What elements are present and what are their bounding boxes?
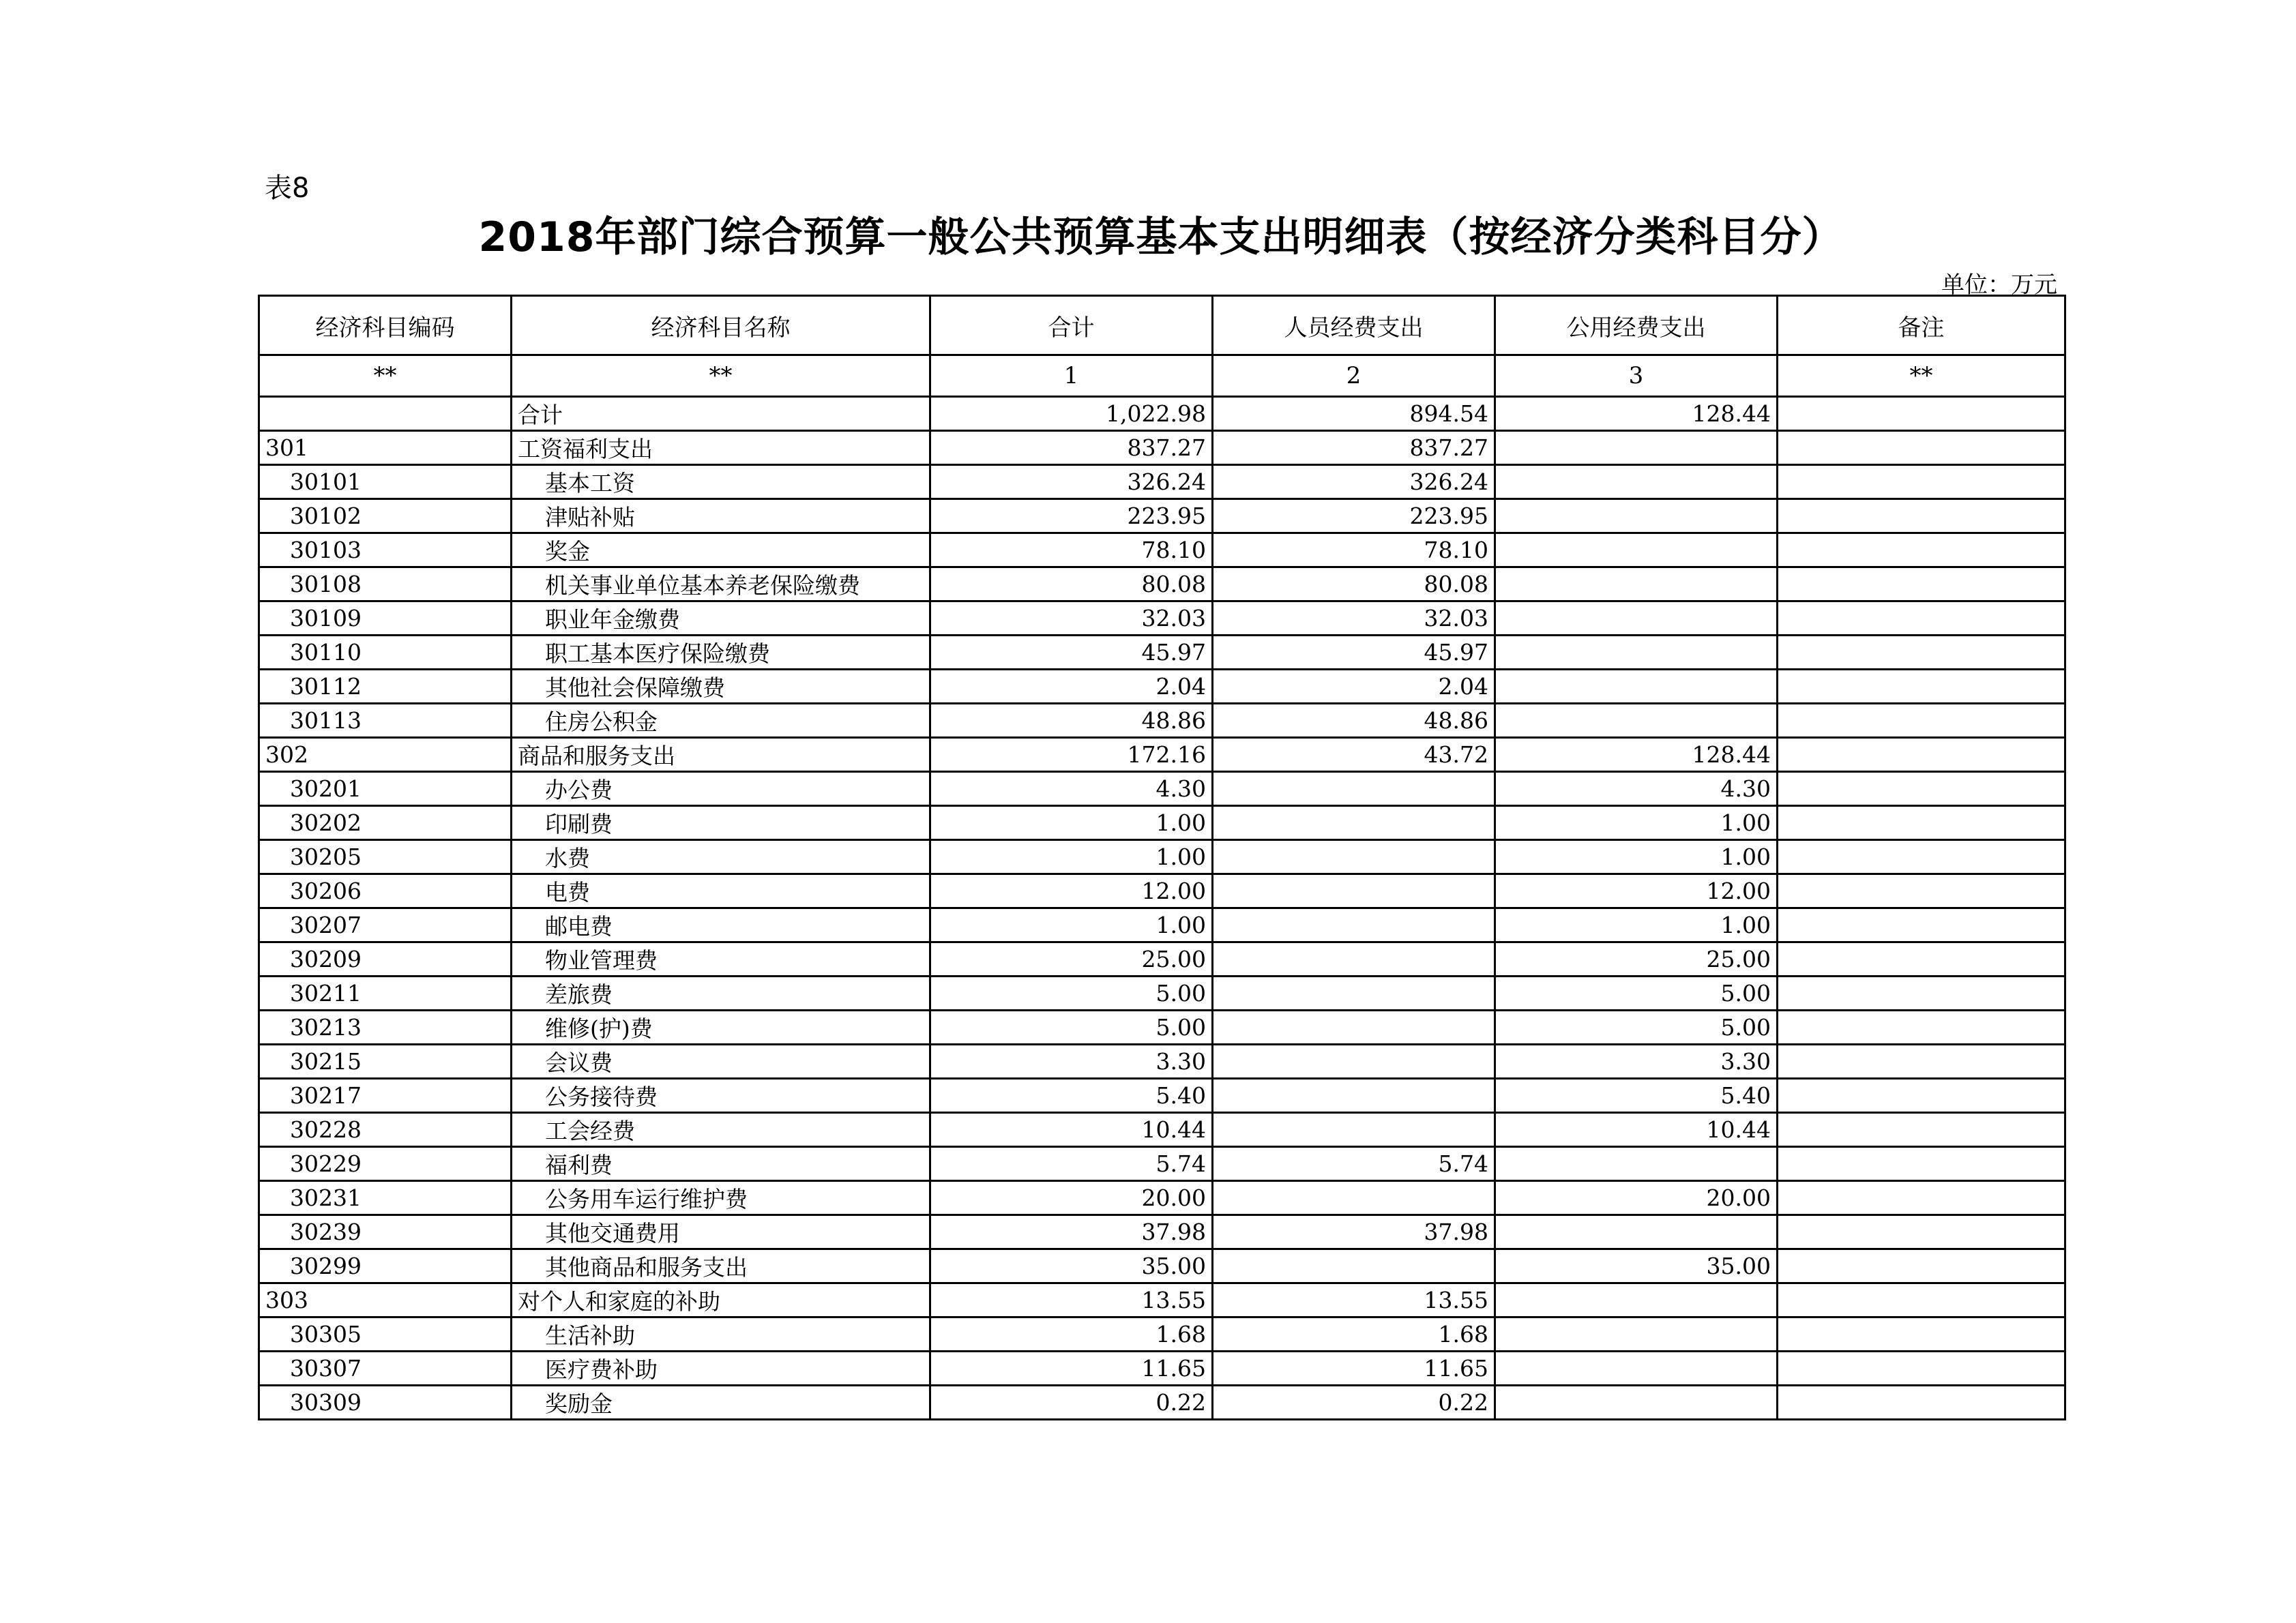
row-personnel bbox=[1213, 908, 1495, 942]
table-row bbox=[259, 806, 2065, 840]
row-personnel: 326.24 bbox=[1213, 465, 1495, 499]
row-note bbox=[1778, 1079, 2065, 1113]
row-note bbox=[1778, 397, 2065, 431]
header-name: 经济科目名称 bbox=[512, 296, 930, 355]
table-row bbox=[259, 977, 2065, 1011]
row-note bbox=[1778, 1283, 2065, 1317]
table-row bbox=[259, 465, 2065, 499]
row-total: 223.95 bbox=[930, 499, 1213, 533]
row-public bbox=[1495, 1283, 1778, 1317]
row-total: 48.86 bbox=[930, 704, 1213, 738]
index-name: ** bbox=[512, 355, 930, 397]
table-row bbox=[259, 704, 2065, 738]
row-note bbox=[1778, 874, 2065, 908]
table-row bbox=[259, 567, 2065, 601]
row-public: 3.30 bbox=[1495, 1045, 1778, 1079]
row-note bbox=[1778, 1011, 2065, 1045]
header-personnel: 人员经费支出 bbox=[1213, 296, 1495, 355]
row-total: 5.00 bbox=[930, 1011, 1213, 1045]
row-public: 128.44 bbox=[1495, 397, 1778, 431]
row-note bbox=[1778, 1386, 2065, 1420]
table-row bbox=[259, 738, 2065, 772]
row-personnel bbox=[1213, 977, 1495, 1011]
table-row bbox=[259, 670, 2065, 704]
row-personnel bbox=[1213, 840, 1495, 874]
row-code: 303 bbox=[259, 1283, 512, 1317]
table-row bbox=[259, 1045, 2065, 1079]
row-code bbox=[259, 397, 512, 431]
table-row bbox=[259, 942, 2065, 977]
row-personnel bbox=[1213, 772, 1495, 806]
row-personnel: 32.03 bbox=[1213, 601, 1495, 636]
row-public: 1.00 bbox=[1495, 840, 1778, 874]
table-row bbox=[259, 1215, 2065, 1249]
row-personnel bbox=[1213, 1113, 1495, 1147]
row-total: 32.03 bbox=[930, 601, 1213, 636]
table-row bbox=[259, 499, 2065, 533]
row-note bbox=[1778, 1317, 2065, 1352]
table-row bbox=[259, 1079, 2065, 1113]
row-total: 80.08 bbox=[930, 567, 1213, 601]
row-personnel: 0.22 bbox=[1213, 1386, 1495, 1420]
row-code: 30217 bbox=[259, 1079, 512, 1113]
row-public bbox=[1495, 1386, 1778, 1420]
index-note: ** bbox=[1778, 355, 2065, 397]
row-name: 电费 bbox=[512, 874, 930, 908]
row-public bbox=[1495, 670, 1778, 704]
header-total: 合计 bbox=[930, 296, 1213, 355]
table-row bbox=[259, 601, 2065, 636]
row-public bbox=[1495, 1317, 1778, 1352]
row-name: 公务用车运行维护费 bbox=[512, 1181, 930, 1215]
row-code: 30102 bbox=[259, 499, 512, 533]
row-note bbox=[1778, 533, 2065, 567]
row-note bbox=[1778, 977, 2065, 1011]
row-personnel: 1.68 bbox=[1213, 1317, 1495, 1352]
row-code: 30109 bbox=[259, 601, 512, 636]
table-row bbox=[259, 1283, 2065, 1317]
row-name: 福利费 bbox=[512, 1147, 930, 1181]
row-name: 办公费 bbox=[512, 772, 930, 806]
row-note bbox=[1778, 1147, 2065, 1181]
table-row bbox=[259, 908, 2065, 942]
row-note bbox=[1778, 567, 2065, 601]
row-code: 30207 bbox=[259, 908, 512, 942]
header-public: 公用经费支出 bbox=[1495, 296, 1778, 355]
row-note bbox=[1778, 1113, 2065, 1147]
row-total: 2.04 bbox=[930, 670, 1213, 704]
index-total: 1 bbox=[930, 355, 1213, 397]
row-code: 30112 bbox=[259, 670, 512, 704]
row-code: 30209 bbox=[259, 942, 512, 977]
row-public: 1.00 bbox=[1495, 806, 1778, 840]
row-personnel: 837.27 bbox=[1213, 431, 1495, 465]
row-total: 1.00 bbox=[930, 840, 1213, 874]
table-row bbox=[259, 1352, 2065, 1386]
table-row bbox=[259, 1147, 2065, 1181]
table-row bbox=[259, 1386, 2065, 1420]
row-total: 1.00 bbox=[930, 908, 1213, 942]
row-note bbox=[1778, 942, 2065, 977]
table-row bbox=[259, 840, 2065, 874]
row-total: 78.10 bbox=[930, 533, 1213, 567]
table-body bbox=[259, 397, 2065, 1420]
row-note bbox=[1778, 1045, 2065, 1079]
row-public bbox=[1495, 636, 1778, 670]
row-name: 职业年金缴费 bbox=[512, 601, 930, 636]
row-public bbox=[1495, 601, 1778, 636]
table-row bbox=[259, 1011, 2065, 1045]
row-name: 津贴补贴 bbox=[512, 499, 930, 533]
row-note bbox=[1778, 840, 2065, 874]
row-public bbox=[1495, 533, 1778, 567]
row-name: 生活补助 bbox=[512, 1317, 930, 1352]
row-name: 其他社会保障缴费 bbox=[512, 670, 930, 704]
table-row bbox=[259, 1317, 2065, 1352]
row-name: 印刷费 bbox=[512, 806, 930, 840]
unit-label: 单位：万元 bbox=[1941, 271, 2057, 299]
row-name: 机关事业单位基本养老保险缴费 bbox=[512, 567, 930, 601]
row-personnel: 48.86 bbox=[1213, 704, 1495, 738]
row-note bbox=[1778, 1181, 2065, 1215]
row-personnel bbox=[1213, 806, 1495, 840]
row-name: 合计 bbox=[512, 397, 930, 431]
row-public bbox=[1495, 1352, 1778, 1386]
budget-table bbox=[258, 295, 2066, 1420]
row-code: 30108 bbox=[259, 567, 512, 601]
row-public: 25.00 bbox=[1495, 942, 1778, 977]
row-code: 30228 bbox=[259, 1113, 512, 1147]
row-public: 20.00 bbox=[1495, 1181, 1778, 1215]
row-personnel: 11.65 bbox=[1213, 1352, 1495, 1386]
row-personnel: 78.10 bbox=[1213, 533, 1495, 567]
row-total: 12.00 bbox=[930, 874, 1213, 908]
table-index-row bbox=[259, 355, 2065, 397]
row-code: 301 bbox=[259, 431, 512, 465]
row-code: 30305 bbox=[259, 1317, 512, 1352]
row-total: 1,022.98 bbox=[930, 397, 1213, 431]
row-public: 35.00 bbox=[1495, 1249, 1778, 1283]
row-code: 30213 bbox=[259, 1011, 512, 1045]
row-total: 37.98 bbox=[930, 1215, 1213, 1249]
header-note: 备注 bbox=[1778, 296, 2065, 355]
row-note bbox=[1778, 704, 2065, 738]
table-row bbox=[259, 431, 2065, 465]
row-total: 5.40 bbox=[930, 1079, 1213, 1113]
row-note bbox=[1778, 806, 2065, 840]
index-public: 3 bbox=[1495, 355, 1778, 397]
row-name: 基本工资 bbox=[512, 465, 930, 499]
row-total: 20.00 bbox=[930, 1181, 1213, 1215]
row-total: 837.27 bbox=[930, 431, 1213, 465]
row-name: 水费 bbox=[512, 840, 930, 874]
row-code: 30229 bbox=[259, 1147, 512, 1181]
row-name: 其他商品和服务支出 bbox=[512, 1249, 930, 1283]
document-title: 2018年部门综合预算一般公共预算基本支出明细表（按经济分类科目分） bbox=[478, 213, 1844, 261]
row-code: 30103 bbox=[259, 533, 512, 567]
row-note bbox=[1778, 738, 2065, 772]
row-code: 30201 bbox=[259, 772, 512, 806]
row-name: 职工基本医疗保险缴费 bbox=[512, 636, 930, 670]
row-public bbox=[1495, 499, 1778, 533]
row-name: 工会经费 bbox=[512, 1113, 930, 1147]
row-total: 172.16 bbox=[930, 738, 1213, 772]
row-total: 1.00 bbox=[930, 806, 1213, 840]
row-personnel: 45.97 bbox=[1213, 636, 1495, 670]
row-name: 物业管理费 bbox=[512, 942, 930, 977]
row-personnel: 2.04 bbox=[1213, 670, 1495, 704]
row-code: 30113 bbox=[259, 704, 512, 738]
row-name: 维修(护)费 bbox=[512, 1011, 930, 1045]
row-total: 0.22 bbox=[930, 1386, 1213, 1420]
row-public bbox=[1495, 465, 1778, 499]
row-personnel bbox=[1213, 1045, 1495, 1079]
row-total: 326.24 bbox=[930, 465, 1213, 499]
row-code: 30231 bbox=[259, 1181, 512, 1215]
row-name: 奖金 bbox=[512, 533, 930, 567]
row-code: 30110 bbox=[259, 636, 512, 670]
row-name: 会议费 bbox=[512, 1045, 930, 1079]
row-personnel: 894.54 bbox=[1213, 397, 1495, 431]
row-total: 13.55 bbox=[930, 1283, 1213, 1317]
row-total: 11.65 bbox=[930, 1352, 1213, 1386]
row-name: 住房公积金 bbox=[512, 704, 930, 738]
row-personnel bbox=[1213, 874, 1495, 908]
row-code: 30206 bbox=[259, 874, 512, 908]
row-name: 奖励金 bbox=[512, 1386, 930, 1420]
row-note bbox=[1778, 1215, 2065, 1249]
row-code: 30205 bbox=[259, 840, 512, 874]
row-personnel bbox=[1213, 942, 1495, 977]
row-code: 30215 bbox=[259, 1045, 512, 1079]
row-total: 45.97 bbox=[930, 636, 1213, 670]
row-public: 5.40 bbox=[1495, 1079, 1778, 1113]
table-row bbox=[259, 636, 2065, 670]
row-code: 30309 bbox=[259, 1386, 512, 1420]
row-code: 30101 bbox=[259, 465, 512, 499]
row-name: 差旅费 bbox=[512, 977, 930, 1011]
table-row bbox=[259, 772, 2065, 806]
row-name: 其他交通费用 bbox=[512, 1215, 930, 1249]
header-code: 经济科目编码 bbox=[259, 296, 512, 355]
row-name: 对个人和家庭的补助 bbox=[512, 1283, 930, 1317]
row-personnel: 223.95 bbox=[1213, 499, 1495, 533]
row-public: 12.00 bbox=[1495, 874, 1778, 908]
row-public: 128.44 bbox=[1495, 738, 1778, 772]
row-note bbox=[1778, 670, 2065, 704]
row-personnel bbox=[1213, 1249, 1495, 1283]
row-name: 工资福利支出 bbox=[512, 431, 930, 465]
table-row bbox=[259, 1181, 2065, 1215]
row-code: 30299 bbox=[259, 1249, 512, 1283]
row-note bbox=[1778, 636, 2065, 670]
row-note bbox=[1778, 1249, 2065, 1283]
row-personnel: 80.08 bbox=[1213, 567, 1495, 601]
row-public: 5.00 bbox=[1495, 1011, 1778, 1045]
row-public bbox=[1495, 1215, 1778, 1249]
row-total: 5.74 bbox=[930, 1147, 1213, 1181]
row-code: 30202 bbox=[259, 806, 512, 840]
row-note bbox=[1778, 465, 2065, 499]
row-total: 10.44 bbox=[930, 1113, 1213, 1147]
row-code: 30307 bbox=[259, 1352, 512, 1386]
row-public: 1.00 bbox=[1495, 908, 1778, 942]
row-total: 35.00 bbox=[930, 1249, 1213, 1283]
row-note bbox=[1778, 1352, 2065, 1386]
row-total: 25.00 bbox=[930, 942, 1213, 977]
row-note bbox=[1778, 431, 2065, 465]
row-note bbox=[1778, 772, 2065, 806]
index-personnel: 2 bbox=[1213, 355, 1495, 397]
row-name: 商品和服务支出 bbox=[512, 738, 930, 772]
row-name: 医疗费补助 bbox=[512, 1352, 930, 1386]
table-row bbox=[259, 533, 2065, 567]
row-total: 4.30 bbox=[930, 772, 1213, 806]
row-public bbox=[1495, 431, 1778, 465]
row-code: 302 bbox=[259, 738, 512, 772]
row-public bbox=[1495, 704, 1778, 738]
row-code: 30239 bbox=[259, 1215, 512, 1249]
table-row bbox=[259, 397, 2065, 431]
row-code: 30211 bbox=[259, 977, 512, 1011]
row-total: 3.30 bbox=[930, 1045, 1213, 1079]
row-personnel bbox=[1213, 1079, 1495, 1113]
row-public bbox=[1495, 567, 1778, 601]
row-personnel bbox=[1213, 1011, 1495, 1045]
row-personnel: 43.72 bbox=[1213, 738, 1495, 772]
row-note bbox=[1778, 601, 2065, 636]
table-row bbox=[259, 1249, 2065, 1283]
row-name: 公务接待费 bbox=[512, 1079, 930, 1113]
row-total: 5.00 bbox=[930, 977, 1213, 1011]
row-total: 1.68 bbox=[930, 1317, 1213, 1352]
row-personnel: 37.98 bbox=[1213, 1215, 1495, 1249]
table-header-row bbox=[259, 296, 2065, 355]
row-note bbox=[1778, 908, 2065, 942]
table-number: 表8 bbox=[265, 173, 310, 204]
row-public: 4.30 bbox=[1495, 772, 1778, 806]
row-note bbox=[1778, 499, 2065, 533]
row-personnel bbox=[1213, 1181, 1495, 1215]
row-public: 10.44 bbox=[1495, 1113, 1778, 1147]
row-personnel: 13.55 bbox=[1213, 1283, 1495, 1317]
row-public bbox=[1495, 1147, 1778, 1181]
row-public: 5.00 bbox=[1495, 977, 1778, 1011]
table-row bbox=[259, 1113, 2065, 1147]
row-name: 邮电费 bbox=[512, 908, 930, 942]
index-code: ** bbox=[259, 355, 512, 397]
table-row bbox=[259, 874, 2065, 908]
row-personnel: 5.74 bbox=[1213, 1147, 1495, 1181]
